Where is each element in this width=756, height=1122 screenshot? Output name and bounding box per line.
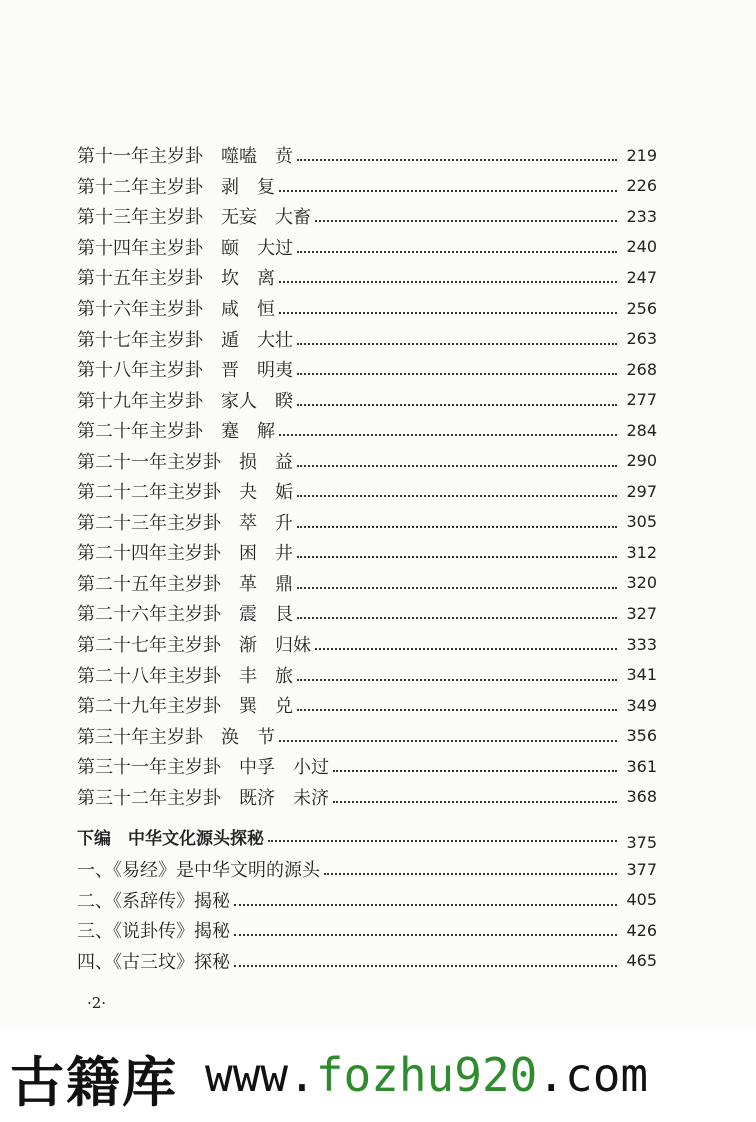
toc-entry-page-number: 297 xyxy=(626,481,657,501)
toc-section-page-number: 465 xyxy=(626,951,657,971)
dot-leader xyxy=(315,630,617,650)
toc-entry-row xyxy=(77,232,657,263)
toc-entry-row xyxy=(77,659,657,690)
toc-entry-row xyxy=(77,720,657,751)
toc-entry-row xyxy=(77,323,657,354)
url-accent: fozhu920 xyxy=(315,1048,538,1102)
dot-leader xyxy=(297,233,617,253)
toc-entry-page-number: 240 xyxy=(626,237,657,257)
toc-entry-row xyxy=(77,293,657,324)
dot-leader xyxy=(279,722,617,742)
toc-entry-title: 第十七年主岁卦 遁 大壮 xyxy=(77,329,293,351)
dot-leader xyxy=(279,172,617,192)
toc-entry-row xyxy=(77,568,657,599)
toc-entry-row xyxy=(77,751,657,782)
dot-leader xyxy=(324,855,617,875)
dot-leader xyxy=(297,355,617,375)
toc-entry-page-number: 333 xyxy=(626,634,657,654)
toc-entry-page-number: 349 xyxy=(626,695,657,715)
dot-leader xyxy=(279,263,617,283)
dot-leader xyxy=(234,947,617,967)
toc-entry-title: 第十四年主岁卦 颐 大过 xyxy=(77,237,293,259)
toc-section-row xyxy=(77,854,657,885)
toc-entry-title: 第二十三年主岁卦 萃 升 xyxy=(77,512,293,534)
toc-entry-page-number: 320 xyxy=(626,573,657,593)
toc-entry-page-number: 305 xyxy=(626,512,657,532)
page-folio: ·2· xyxy=(87,994,107,1012)
toc-entry-title: 第二十二年主岁卦 夬 姤 xyxy=(77,482,293,504)
toc-section-page-number: 426 xyxy=(626,920,657,940)
toc-entry-page-number: 226 xyxy=(626,176,657,196)
watermark-site-name: 古籍库 xyxy=(10,1051,178,1114)
toc-entry-row xyxy=(77,171,657,202)
toc-entry-row xyxy=(77,690,657,721)
toc-entry-row xyxy=(77,262,657,293)
part-page-number: 375 xyxy=(626,832,657,852)
toc-entry-title: 第十一年主岁卦 噬嗑 贲 xyxy=(77,146,293,168)
toc-section-page-number: 405 xyxy=(626,890,657,910)
dot-leader xyxy=(315,202,617,222)
dot-leader xyxy=(297,141,617,161)
url-prefix: www. xyxy=(205,1048,316,1102)
dot-leader xyxy=(279,416,617,436)
toc-entry-row xyxy=(77,140,657,171)
toc-entry-page-number: 290 xyxy=(626,451,657,471)
toc-entry-title: 第二十八年主岁卦 丰 旅 xyxy=(77,665,293,687)
toc-entry-row xyxy=(77,476,657,507)
toc-entry-title: 第十六年主岁卦 咸 恒 xyxy=(77,299,275,320)
toc-entry-page-number: 312 xyxy=(626,542,657,562)
dot-leader xyxy=(297,599,617,619)
toc-entry-row xyxy=(77,201,657,232)
toc-entry-row xyxy=(77,354,657,385)
toc-entry-title: 第二十五年主岁卦 革 鼎 xyxy=(77,573,293,595)
toc-entry-title: 第二十年主岁卦 蹇 解 xyxy=(77,421,275,443)
toc-entry-title: 第三十二年主岁卦 既济 未济 xyxy=(77,787,329,809)
toc-entry-title: 第三十一年主岁卦 中孚 小过 xyxy=(77,757,329,779)
dot-leader xyxy=(268,822,617,842)
toc-section-row xyxy=(77,885,657,916)
toc-entry-row xyxy=(77,384,657,415)
dot-leader xyxy=(297,538,617,558)
dot-leader xyxy=(297,386,617,406)
toc-entry-title: 第十八年主岁卦 晋 明夷 xyxy=(77,360,293,382)
toc-entry-page-number: 356 xyxy=(626,726,657,746)
toc-entry-title: 第十五年主岁卦 坎 离 xyxy=(77,268,275,290)
toc-entry-row xyxy=(77,537,657,568)
toc-section-row xyxy=(77,915,657,946)
toc-entry-page-number: 361 xyxy=(626,756,657,776)
dot-leader xyxy=(333,752,617,772)
toc-entry-page-number: 263 xyxy=(626,329,657,349)
toc-entry-row xyxy=(77,445,657,476)
toc-section-title: 一、《易经》是中华文明的源头 xyxy=(77,860,320,882)
part-title: 下编 中华文化源头探秘 xyxy=(77,828,264,849)
toc-section-title: 三、《说卦传》揭秘 xyxy=(77,921,230,943)
toc-entry-page-number: 327 xyxy=(626,603,657,623)
toc-entry-page-number: 277 xyxy=(626,390,657,410)
toc-entry-title: 第二十九年主岁卦 巽 兑 xyxy=(77,696,293,718)
dot-leader xyxy=(297,447,617,467)
toc-entries xyxy=(77,140,657,812)
dot-leader xyxy=(297,477,617,497)
toc-entry-page-number: 256 xyxy=(626,298,657,318)
dot-leader xyxy=(297,508,617,528)
toc-entry-page-number: 219 xyxy=(626,145,657,165)
toc-entry-row xyxy=(77,598,657,629)
toc-sections xyxy=(77,854,657,976)
toc-entry-title: 第二十六年主岁卦 震 艮 xyxy=(77,604,293,626)
toc-entry-page-number: 284 xyxy=(626,420,657,440)
toc-entry-page-number: 341 xyxy=(626,665,657,685)
toc-section-page-number: 377 xyxy=(626,859,657,879)
toc-entry-page-number: 368 xyxy=(626,787,657,807)
toc-entry-title: 第三十年主岁卦 涣 节 xyxy=(77,726,275,748)
dot-leader xyxy=(297,661,617,681)
toc-section-row xyxy=(77,946,657,977)
toc-entry-title: 第十二年主岁卦 剥 复 xyxy=(77,176,275,198)
toc-entry-title: 第十三年主岁卦 无妄 大畜 xyxy=(77,207,311,229)
toc-entry-row xyxy=(77,507,657,538)
dot-leader xyxy=(234,916,617,936)
toc-entry-page-number: 247 xyxy=(626,267,657,287)
toc-part-heading xyxy=(77,818,657,854)
dot-leader xyxy=(279,294,617,314)
toc-entry-row xyxy=(77,415,657,446)
toc-entry-title: 第十九年主岁卦 家人 睽 xyxy=(77,390,293,412)
toc-section-title: 二、《系辞传》揭秘 xyxy=(77,890,230,912)
toc-entry-row xyxy=(77,781,657,812)
toc-entry-page-number: 233 xyxy=(626,206,657,226)
watermark-url xyxy=(205,1048,648,1102)
dot-leader xyxy=(234,886,617,906)
toc-entry-title: 第二十四年主岁卦 困 井 xyxy=(77,543,293,565)
dot-leader xyxy=(297,691,617,711)
toc-entry-row xyxy=(77,629,657,660)
table-of-contents xyxy=(77,140,657,976)
dot-leader xyxy=(297,569,617,589)
dot-leader xyxy=(333,783,617,803)
url-suffix: .com xyxy=(537,1048,649,1102)
toc-entry-title: 第二十一年主岁卦 损 益 xyxy=(77,451,293,473)
toc-entry-page-number: 268 xyxy=(626,359,657,379)
toc-entry-title: 第二十七年主岁卦 渐 归妹 xyxy=(77,635,311,657)
dot-leader xyxy=(297,325,617,345)
toc-section-title: 四、《古三坟》探秘 xyxy=(77,951,230,973)
